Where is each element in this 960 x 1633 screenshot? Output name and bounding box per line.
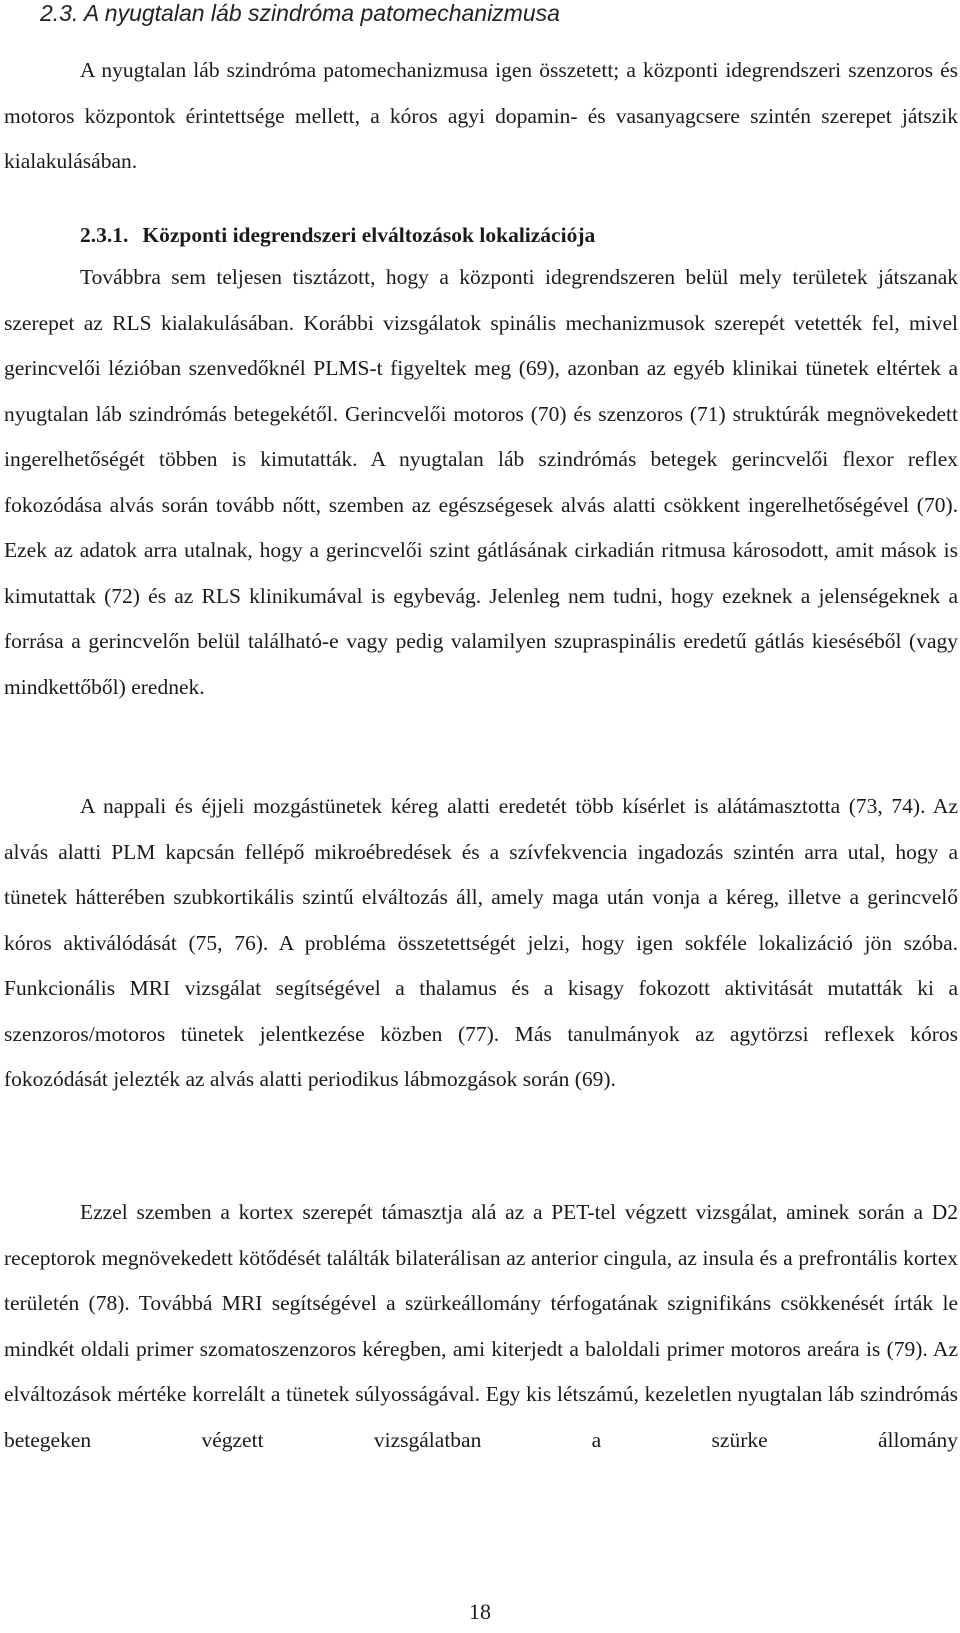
- paragraph: [4, 255, 958, 710]
- paragraph-text: A nappali és éjjeli mozgástünetek kéreg alatti eredetét több kísérlet is alátámasztotta (73, 74). Az alvás alatti PLM kapcsán fellépő mikroébredések és a szívfekvencia ingadozás szintén arra utal, hogy a tünetek hátterében szubkortikális szintű elváltozás áll, amely maga után vonja a kéreg, illetve a gerincvelő kóros aktiválódását (75, 76). A probléma összetettségét jelzi, hogy igen sokféle lokalizáció jön szóba. Funkcionális MRI vizsgálat segítségével a thalamus és a kisagy fokozott aktivitását mutatták ki a szenzoros/motoros tünetek jelentkezése közben (77). Más tanulmányok az agytörzsi reflexek kóros fokozódását jelezték az alvás alatti periodikus lábmozgások során (69).: [4, 794, 958, 1091]
- subsection-title: Központi idegrendszeri elváltozások lokalizációja: [142, 223, 596, 247]
- subsection-heading: [80, 213, 595, 259]
- intro-paragraph-text: A nyugtalan láb szindróma patomechanizmusa igen összetett; a központi idegrendszeri szenzoros és motoros központok érintettsége mellett, a kóros agyi dopamin- és vasanyagcsere szintén szerepet játszik kialakulásában.: [4, 58, 958, 173]
- intro-paragraph: [4, 48, 958, 185]
- paragraph-text: Ezzel szemben a kortex szerepét támasztja alá az a PET-tel végzett vizsgálat, aminek során a D2 receptorok megnövekedett kötődését találták bilaterálisan az anterior cingula, az insula és a prefrontális kortex területén (78). Továbbá MRI segítségével a szürkeállomány térfogatának szignifikáns csökkenését írták le mindkét oldali primer szomatoszenzoros kéregben, ami kiterjedt a baloldali primer motoros areára is (79). Az elváltozások mértéke korrelált a tünetek súlyosságával. Egy kis létszámú, kezeletlen nyugtalan láb szindrómás betegeken végzett vizsgálatban a szürke állomány: [4, 1200, 958, 1452]
- paragraph-text: Továbbra sem teljesen tisztázott, hogy a központi idegrendszeren belül mely területek játszanak szerepet az RLS kialakulásában. Korábbi vizsgálatok spinális mechanizmusok szerepét vetették fel, mivel gerincvelői lézióban szenvedőknél PLMS-t figyeltek meg (69), azonban az egyéb klinikai tünetek eltértek a nyugtalan láb szindrómás betegekétől. Gerincvelői motoros (70) és szenzoros (71) struktúrák megnövekedett ingerelhetőségét többen is kimutatták. A nyugtalan láb szindrómás betegek gerincvelői flexor reflex fokozódása alvás során tovább nőtt, szemben az egészségesek alvás alatti csökkent ingerelhetőségével (70). Ezek az adatok arra utalnak, hogy a gerincvelői szint gátlásának cirkadián ritmusa károsodott, amit mások is kimutattak (72) és az RLS klinikumával is egybevág. Jelenleg nem tudni, hogy ezeknek a jelenségeknek a forrása a gerincvelőn belül található-e vagy pedig valamilyen szupraspinális eredetű gátlás kieséséből (vagy mindkettőből) erednek.: [4, 265, 958, 699]
- section-heading: 2.3. A nyugtalan láb szindróma patomechanizmusa: [40, 0, 560, 26]
- paragraph: [4, 1190, 958, 1463]
- paragraph: [4, 784, 958, 1103]
- subsection-number: 2.3.1.: [80, 223, 129, 247]
- page-number: 18: [469, 1599, 491, 1624]
